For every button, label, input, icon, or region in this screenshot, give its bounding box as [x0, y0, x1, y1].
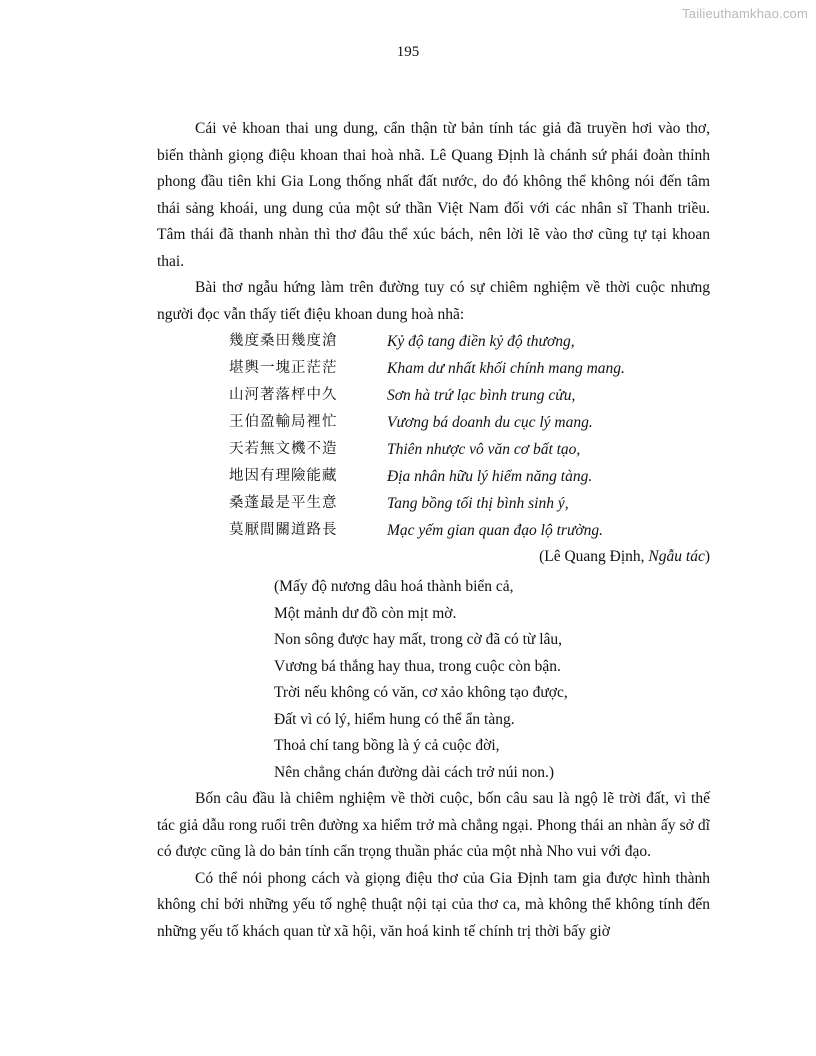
translation-line: Vương bá thắng hay thua, trong cuộc còn bận. — [274, 657, 561, 675]
viet-verse: Thiên nhược vô văn cơ bất tạo, — [387, 441, 581, 458]
translation-line: Trời nếu không có văn, cơ xảo không tạo được, — [274, 684, 568, 701]
page-number: 195 — [396, 44, 420, 60]
paragraph: Bốn câu đầu là chiêm nghiệm về thời cuộc, bốn câu sau là ngộ lẽ trời đất, vì thế tác giả dẫu rong ruổi trên đường xa hiểm trở mà chẳng ngại. Phong thái an nhàn ấy sở dĩ có được cũng là do bản tính cẩn trọng thuần phác của một nhà Nho vui với đạo. — [157, 790, 710, 860]
viet-verse: Vương bá doanh du cục lý mang. — [387, 414, 593, 431]
translation-line: Non sông được hay mất, trong cờ đã có từ lâu, — [274, 631, 563, 648]
attribution-author: (Lê Quang Định, — [539, 548, 649, 565]
paragraph: Cái vẻ khoan thai ung dung, cẩn thận từ bản tính tác giả đã truyền hơi vào thơ, biến thành giọng điệu khoan thai hoà nhã. Lê Quang Định là chánh sứ phái đoàn thỉnh phong đầu tiên khi Gia Long thống nhất đất nước, do đó không thể không nói đến tâm thái sảng khoái, ung dung của một sứ thần Việt Nam đối với các nhân sĩ Thanh triều. Tâm thái đã thanh nhàn thì thơ đâu thể xúc bách, nên lời lẽ vào thơ cũng tự tại khoan thai. — [157, 120, 710, 270]
han-verse: 地因有理險能藏 — [229, 468, 338, 484]
viet-verse: Kỷ độ tang điền kỷ độ thương, — [387, 333, 575, 350]
paragraph: Có thể nói phong cách và giọng điệu thơ của Gia Định tam gia được hình thành không chỉ bởi những yếu tố nghệ thuật nội tại của thơ ca, mà không thể không tính đến những yếu tố khách quan từ xã hội, văn hoá kinh tế chính trị thời bấy giờ — [157, 869, 710, 940]
watermark: Tailieuthamkhao.com — [682, 6, 808, 21]
poem-translation — [157, 574, 710, 786]
viet-verse: Kham dư nhất khối chính mang mang. — [387, 360, 625, 377]
attribution-title: Ngẫu tác — [648, 548, 705, 565]
han-verse: 天若無文機不造 — [229, 441, 338, 457]
han-verse: 桑蓬最是平生意 — [229, 495, 338, 511]
viet-verse: Sơn hà trứ lạc bình trung cửu, — [387, 387, 576, 404]
poem-line — [157, 382, 710, 409]
poem-line — [157, 409, 710, 436]
translation-line: (Mấy độ nương dâu hoá thành biển cả, — [274, 578, 514, 595]
poem-line — [157, 436, 710, 463]
poem-line — [157, 328, 710, 355]
document-body — [157, 116, 710, 945]
poem — [157, 328, 710, 544]
translation-line: Nên chẳng chán đường dài cách trở núi non.) — [274, 763, 555, 781]
viet-verse: Địa nhân hữu lý hiểm năng tàng. — [387, 468, 593, 485]
translation-line: Một mảnh dư đồ còn mịt mờ. — [274, 604, 457, 622]
poem-attribution — [157, 544, 710, 570]
han-verse: 莫厭間關道路長 — [229, 522, 338, 538]
poem-line — [157, 517, 710, 544]
poem-line — [157, 490, 710, 517]
attribution-close: ) — [704, 548, 710, 565]
viet-verse: Tang bồng tối thị bình sinh ý, — [387, 495, 569, 512]
poem-line — [157, 355, 710, 382]
han-verse: 山河著落枰中久 — [229, 387, 338, 403]
poem-line — [157, 463, 710, 490]
paragraph: Bài thơ ngẫu hứng làm trên đường tuy có sự chiêm nghiệm về thời cuộc nhưng người đọc vẫn thấy tiết điệu khoan dung hoà nhã: — [157, 279, 710, 323]
translation-line: Thoả chí tang bồng là ý cả cuộc đời, — [274, 737, 500, 754]
han-verse: 堪輿一塊正茫茫 — [229, 360, 338, 376]
translation-line: Đất vì có lý, hiểm hung có thể ẩn tàng. — [274, 710, 515, 728]
han-verse: 王伯盈輸局裡忙 — [229, 414, 338, 430]
viet-verse: Mạc yếm gian quan đạo lộ trường. — [387, 522, 604, 539]
han-verse: 幾度桑田幾度滄 — [229, 333, 338, 349]
